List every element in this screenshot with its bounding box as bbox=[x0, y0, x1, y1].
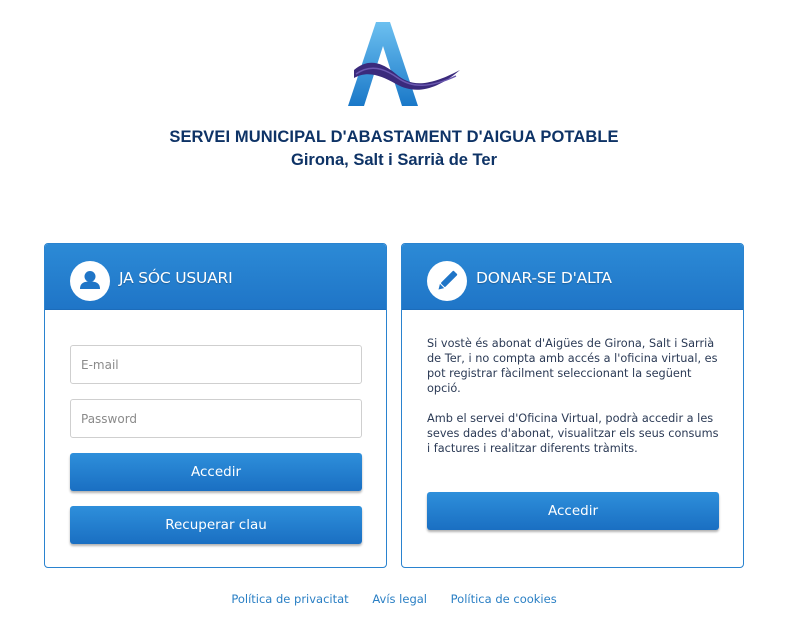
signup-panel-title: DONAR-SE D'ALTA bbox=[476, 269, 612, 287]
signup-panel bbox=[401, 243, 744, 568]
login-button[interactable]: Accedir bbox=[70, 453, 362, 491]
login-panel bbox=[44, 243, 387, 568]
signup-info-paragraph: Amb el servei d'Oficina Virtual, podrà accedir a les seves dades d'abonat, visualitzar els seus consums i factures i realitzar diferents tràmits. bbox=[427, 412, 719, 455]
legal-notice-link[interactable]: Avís legal bbox=[372, 592, 427, 606]
email-input[interactable] bbox=[70, 345, 362, 384]
privacy-policy-link[interactable]: Política de privacitat bbox=[231, 592, 349, 606]
login-panel-title: JA SÓC USUARI bbox=[119, 269, 233, 287]
password-input[interactable] bbox=[70, 399, 362, 438]
signup-button[interactable]: Accedir bbox=[427, 492, 719, 530]
signup-panel-header bbox=[402, 244, 743, 310]
signup-info-text bbox=[427, 336, 725, 456]
footer-links bbox=[0, 592, 788, 606]
pencil-icon bbox=[427, 261, 467, 301]
org-subtitle: Girona, Salt i Sarrià de Ter bbox=[290, 151, 498, 169]
cookie-policy-link[interactable]: Política de cookies bbox=[450, 592, 557, 606]
recover-password-button[interactable]: Recuperar clau bbox=[70, 506, 362, 544]
logo-icon bbox=[338, 18, 466, 114]
login-panel-header bbox=[45, 244, 386, 310]
org-title: SERVEI MUNICIPAL D'ABASTAMENT D'AIGUA POTABLE bbox=[169, 128, 619, 146]
signup-info-paragraph: Si vostè és abonat d'Aigües de Girona, Salt i Sarrià de Ter, i no compta amb accés a l'oficina virtual, es pot registrar fàcilment seleccionant la següent opció. bbox=[427, 337, 718, 395]
user-icon bbox=[70, 261, 110, 301]
